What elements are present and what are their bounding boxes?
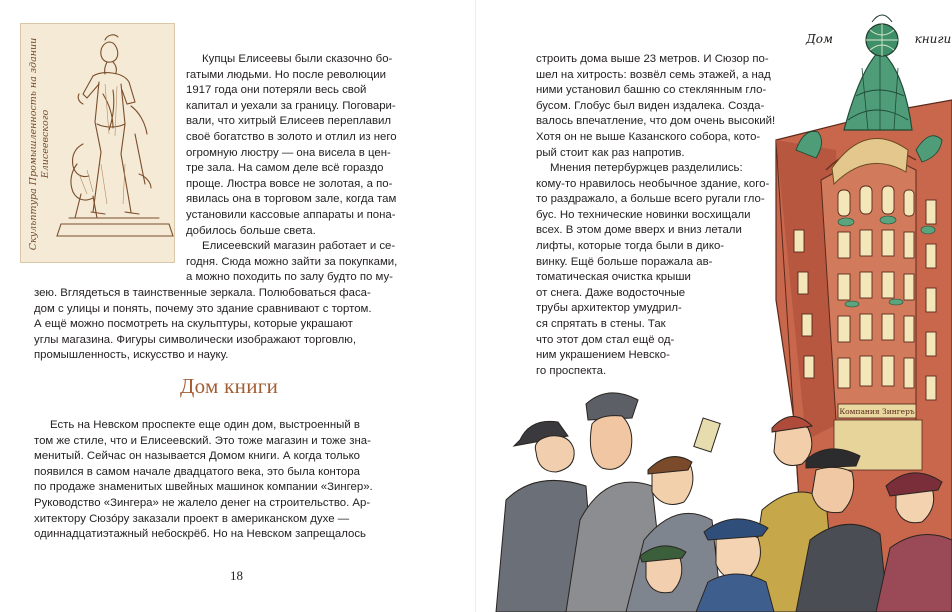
- text-line: всех. В этом доме вверх и вниз летали: [536, 224, 742, 237]
- text-line: хитектору Сюзóру заказали проект в американском духе —: [34, 512, 350, 525]
- text-line: менитый. Сейчас он называется Домом книги. А когда только: [34, 450, 361, 463]
- text-line: А ещё можно посмотреть на скульптуры, которые украшают: [34, 318, 353, 331]
- text-line: бус. Но технические новинки восхищали: [536, 208, 751, 221]
- dom-knigi-paragraph: [34, 418, 418, 543]
- shop-paragraph: [34, 286, 414, 364]
- text-line: промышленность, искусство и науку.: [34, 349, 229, 362]
- text-line: дом с улицы и понять, почему это здание сравнивают с тортом.: [34, 302, 372, 315]
- text-line: от снега. Даже водосточные: [536, 286, 686, 299]
- text-line: винку. Ещё больше поражала ав-: [536, 255, 713, 268]
- text-line: го проспекта.: [536, 364, 607, 377]
- text-line: шел на хитрость: возвёл семь этажей, а над: [536, 68, 771, 81]
- page-number: 18: [230, 568, 243, 583]
- text-line: углы магазина. Фигуры символически изображают торговлю,: [34, 333, 356, 346]
- text-line: Елисеевский магазин работает и се-: [202, 240, 396, 253]
- running-header-right: книги: [914, 32, 952, 46]
- text-line: ними установил башню со стеклянным гло-: [536, 84, 767, 97]
- section-title: Дом книги: [180, 374, 279, 398]
- text-line: томатическая очистка крыши: [536, 271, 691, 284]
- sculpture-caption: Скульптура Промышленность на здании Елисеевского: [28, 37, 51, 251]
- text-line: появился в самом начале двадцатого века, это была контора: [34, 465, 360, 478]
- text-line: одиннадцатиэтажный небоскрёб. Но на Невском запрещалось: [34, 528, 366, 541]
- text-line: то раздражало, а больше всего ругали гло-: [536, 193, 765, 206]
- running-header-left: Дом: [806, 32, 833, 46]
- text-line: кому-то нравилось необычное здание, кого-: [536, 177, 770, 190]
- running-header: [806, 32, 951, 46]
- text-line: ним украшением Невско-: [536, 349, 670, 362]
- text-line: вали, что хитрый Елисеев переплавил: [186, 115, 392, 128]
- text-line: ся спрятать в стены. Так: [536, 317, 666, 330]
- opinions-paragraph: [536, 161, 786, 379]
- text-line: проще. Люстра вовсе не золотая, а по-: [186, 177, 393, 190]
- text-line: Мнения петербуржцев разделились:: [550, 162, 743, 174]
- text-line: что этот дом стал ещё од-: [536, 333, 675, 346]
- building-sign: Компания Зингеръ: [839, 407, 915, 416]
- text-line: Купцы Елисеевы были сказочно бо-: [202, 53, 393, 65]
- text-line: годня. Сюда можно зайти за покупками,: [186, 255, 398, 268]
- text-line: бусом. Глобус был виден издалека. Созда-: [536, 99, 765, 112]
- text-line: Хотя он не выше Казанского собора, кото-: [536, 130, 761, 143]
- text-line: зею. Вглядеться в таинственные зеркала. Полюбоваться фаса-: [34, 287, 371, 299]
- text-line: лифты, которые тогда были в дико-: [536, 239, 725, 252]
- text-line: строить дома выше 23 метров. И Сюзор по-: [536, 53, 769, 65]
- text-line: валось впечатление, что дом очень высокий!: [536, 115, 776, 128]
- text-line: тре зала. На самом деле всё гораздо: [186, 162, 384, 175]
- text-line: огромную люстру — она висела в цен-: [186, 146, 391, 159]
- intro-paragraph: [186, 52, 406, 286]
- text-line: рый стоит как раз напротив.: [536, 146, 685, 159]
- text-line: 1917 года они потеряли весь свой: [186, 84, 367, 97]
- text-line: своё богатство в золото и отлил из него: [186, 130, 397, 143]
- continuation-paragraph: [536, 52, 786, 161]
- text-line: явилась она в торговом зале, когда там: [186, 193, 397, 206]
- text-line: Руководство «Зингера» не жалело денег на строительство. Ар-: [34, 496, 371, 509]
- text-line: капитал и уехали за границу. Поговари-: [186, 99, 396, 112]
- text-line: по продаже знаменитых швейных машинок компании «Зингер».: [34, 481, 373, 494]
- sculpture-sketch-illustration: [20, 23, 175, 263]
- text-line: гатыми людьми. Но после революции: [186, 68, 386, 81]
- text-line: добилось больше света.: [186, 224, 316, 237]
- text-line: а можно походить по залу будто по му-: [186, 271, 393, 284]
- right-page: [476, 0, 952, 612]
- text-line: Есть на Невском проспекте еще один дом, выстроенный в: [50, 419, 360, 431]
- text-line: трубы архитектор умудрил-: [536, 302, 682, 315]
- text-line: том же стиле, что и Елисеевский. Это тоже магазин и тоже зна-: [34, 434, 371, 447]
- text-line: установили кассовые аппараты и пона-: [186, 208, 396, 221]
